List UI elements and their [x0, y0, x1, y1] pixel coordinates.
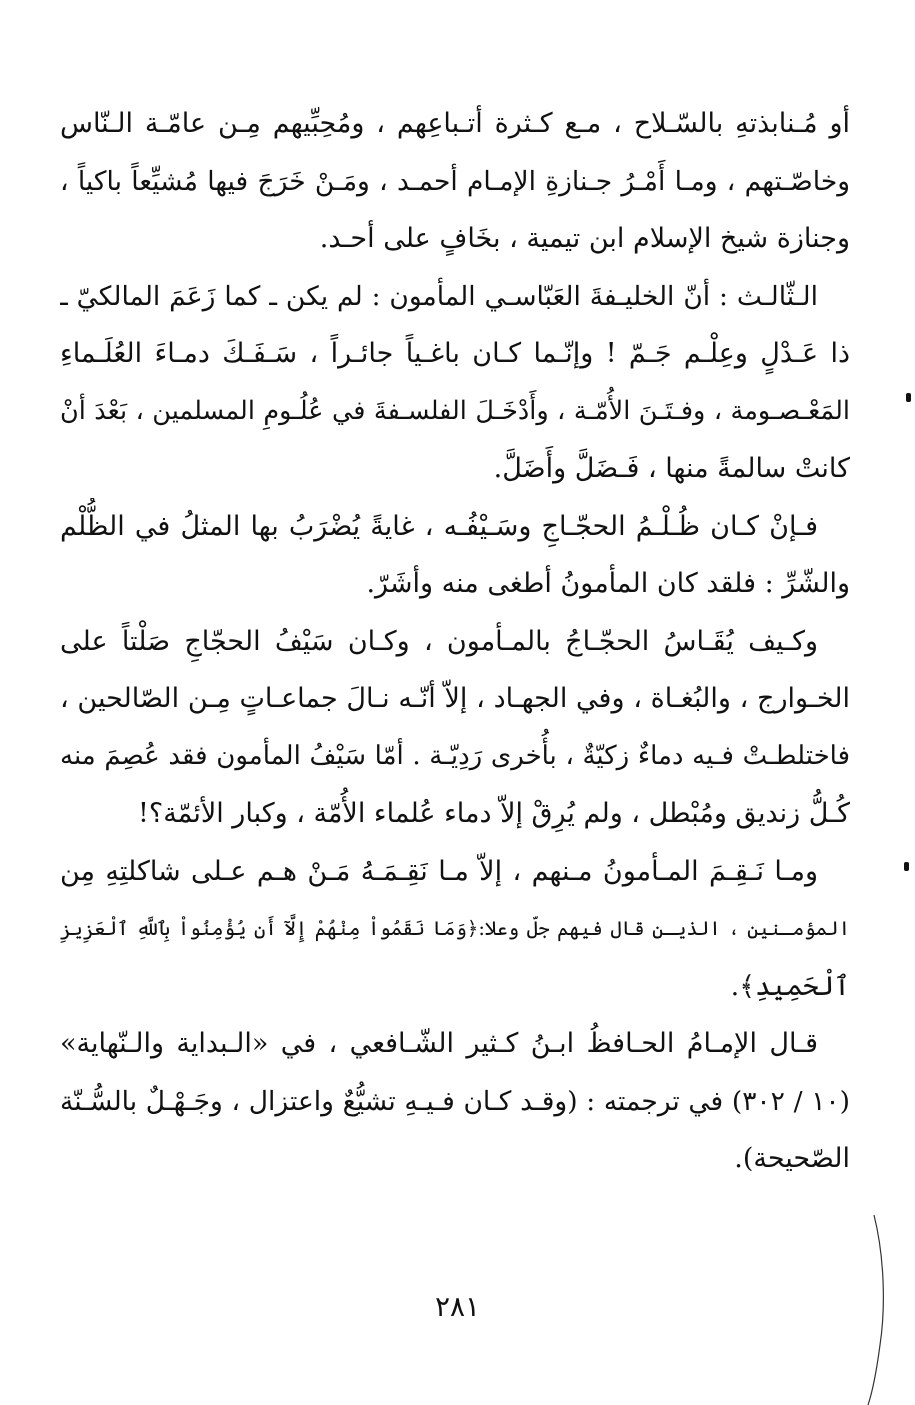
margin-mark [906, 393, 911, 402]
margin-mark [904, 862, 909, 871]
text-line: وجنازة شيخ الإسلام ابن تيمية ، بخَافٍ على أحـد. [319, 223, 850, 254]
text-line: الخـوارج ، والبُغـاة ، وفي الجهـاد ، إلاّ أنّـه نـالَ جماعـاتٍ مِـن الصّالحين ، [60, 683, 850, 714]
text-line: المؤمـنين ، الذيـن قال فيهم جلّ وعلا:﴿وَمَا نَقَمُواْ مِنْهُمْ إِلَّآ أَن يُؤْمِنُواْ بِٱللَّهِ ٱلْعَزِيزِ [60, 917, 850, 940]
text-line: كانتْ سالمةً منها ، فَـضَلَّ وأَضَلَّ. [493, 453, 850, 484]
text-line: قـال الإمـامُ الحـافظُ ابـنُ كـثير الشّـافعي ، في «الـبداية والـنّهاية» [60, 1028, 818, 1059]
text-line: وكـيف يُقَـاسُ الحجّـاجُ بالمـأمون ، وكـان سَيْفُ الحجّاجِ صَلْتاً على [60, 625, 818, 657]
text-line: فـإنْ كـان ظُـلْـمُ الحجّـاجِ وسَـيْفُـه ، غايةً يُضْرَبُ بها المثلُ في الظُّلْم [60, 510, 818, 542]
text-line: ذا عَـدْلٍ وعِلْـم جَـمّ ! وإنّـما كـان باغـياً جائـراً ، سَـفَـكَ دمـاءَ العُلَـماءِ [60, 338, 850, 369]
page-edge-line [862, 1215, 892, 1405]
text-line: ومـا نَـقِـمَ المـأمونُ مـنهم ، إلاّ مـا نَقِـمَـهُ مَـنْ هـم عـلى شاكلتِهِ مِن [60, 855, 818, 887]
text-line: وخاصّـتهم ، ومـا أَمْـرُ جـنازةِ الإمـام أحمـد ، ومَـنْ خَرَجَ فيها مُشيِّعاً باكياً ، [60, 165, 850, 197]
page-number: ٢٨١ [434, 1290, 481, 1323]
text-line: (١٠ / ٣٠٢) في ترجمته : (وقـد كـان فـيـهِ تشيُّعٌ واعتزال ، وجَـهْـلٌ بالسُّـنّة [60, 1085, 850, 1117]
text-line: الـثّالـث : أنّ الخليـفةَ العَبّاسـي المأمون : لم يكن ـ كما زَعَمَ المالكيّ ـ [60, 280, 818, 312]
text-line: كُـلُّ زنديق ومُبْطل ، ولم يُرِقْ إلاّ دماء عُلماء الأُمّة ، وكبار الأئمّة؟! [138, 798, 850, 829]
text-line: ٱلْحَمِيدِ﴾. [730, 970, 850, 1002]
page-body-text [60, 95, 850, 1188]
text-line: المَعْـصـومة ، وفـتَـنَ الأُمّـة ، وأَدْخَـلَ الفلسـفةَ في عُلُـومِ المسلمين ، بَعْدَ أنْ [60, 395, 850, 426]
text-line: والشّرِّ : فلقد كان المأمونُ أطغى منه وأشَرّ. [366, 568, 850, 599]
text-line: الصّحيحة). [734, 1143, 850, 1174]
text-line: أو مُـنابذتهِ بالسّـلاح ، مـع كـثرة أتـباعِهم ، ومُحِبِّيهم مِـن عامّـة الـنّاس [60, 108, 850, 139]
text-line: فاختلطـتْ فـيه دماءٌ زكيّةٌ ، بأُخرى رَدِيّـة . أمّا سَيْفُ المأمون فقد عُصِمَ منه [60, 740, 850, 771]
